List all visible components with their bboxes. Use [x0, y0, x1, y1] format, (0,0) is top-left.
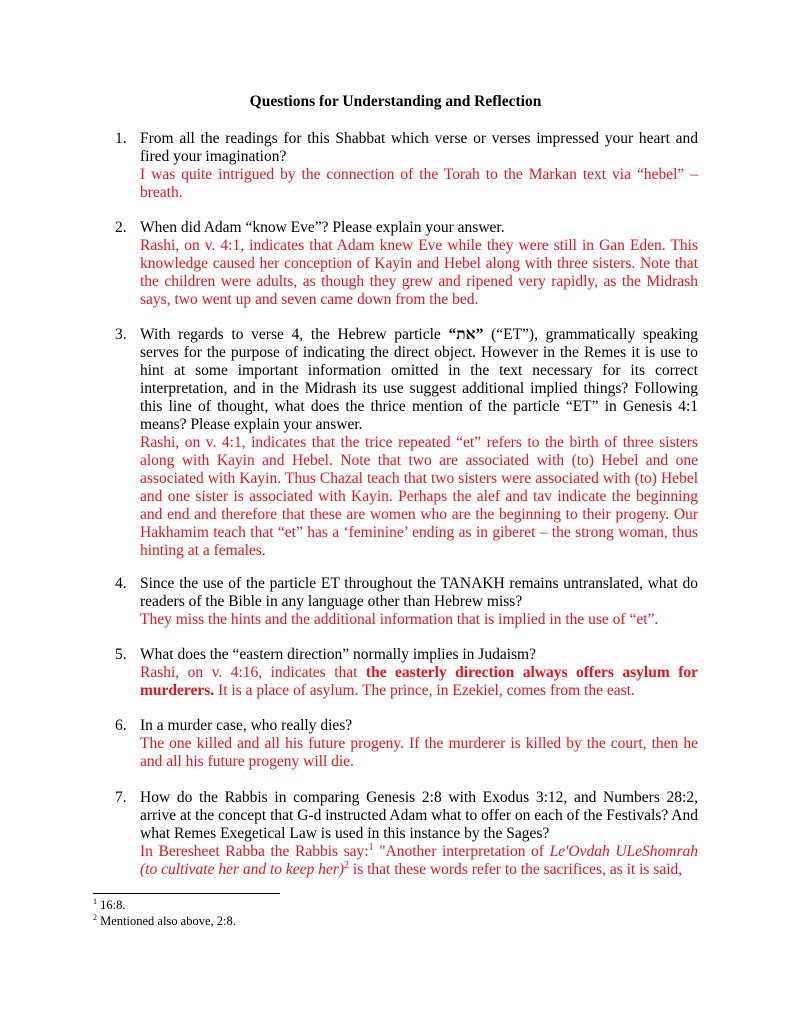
answer-text: I was quite intrigued by the connection of the Torah to the Markan text via “hebel” – breath. [140, 166, 698, 201]
page-title: Questions for Understanding and Reflection [249, 93, 542, 110]
footnote-separator [93, 893, 280, 894]
question-text-part: With regards to verse 4, the Hebrew particle [140, 326, 449, 343]
answer-emphasis: the easterly direction always offers asylum for murderers. [140, 664, 698, 699]
question-text-part: (“ET”), grammatically speaking serves for the purpose of indicating the direct object. However in the Remes it is use to hint at some important information omitted in the text necessary for its correct interpretation, and in the Midrash its use suggest additional implied things? Following this line of thought, what does the thrice mention of the particle “ET” in Genesis 4:1 means? Please explain your answer. [140, 326, 698, 433]
question-item-5 [115, 646, 698, 700]
answer-text-part: In Beresheet Rabba the Rabbis say: [140, 843, 369, 860]
footnote-1 [93, 898, 125, 913]
answer-text: Rashi, on v. 4:1, indicates that the trice repeated “et” refers to the birth of three sisters along with Kayin and Hebel. Note that two are associated with (to) Hebel and one associated with Kayin. Thus Chazal teach that two sisters were associated with (to) Hebel and one sister is associated with Kayin. Perhaps the alef and tav indicate the beginning and end and therefore that these are women who are the beginning to their progeny. Our Hakhamim teach that “et” has a ‘feminine’ ending as in giberet – the strong woman, thus hinting at a females. [140, 434, 698, 559]
question-text: When did Adam “know Eve”? Please explain your answer. [140, 219, 505, 236]
hebrew-particle: “את” [448, 326, 484, 343]
answer-italic: Le'Ovdah ULeShomrah (to cultivate her and to keep her) [140, 843, 699, 878]
question-text: How do the Rabbis in comparing Genesis 2:8 with Exodus 3:12, and Numbers 28:2, arrive at the concept that G-d instructed Adam what to offer on each of the Festivals? And what Remes Exegetical Law is used in this instance by the Sages? [140, 789, 698, 842]
answer-text-part: It is a place of asylum. The prince, in Ezekiel, comes from the east. [214, 682, 635, 699]
question-item-7 [115, 789, 698, 879]
question-number: 2. [115, 219, 127, 236]
question-text: What does the “eastern direction” normally implies in Judaism? [140, 646, 536, 663]
footnote-text: Mentioned also above, 2:8. [97, 914, 236, 928]
question-number: 7. [115, 789, 127, 806]
question-item-6 [115, 717, 698, 771]
question-text: In a murder case, who really dies? [140, 717, 353, 734]
footnote-marker: 2 [93, 912, 97, 922]
answer-text [140, 843, 698, 879]
question-number: 5. [115, 646, 127, 663]
answer-text-part: is that these words refer to the sacrifices, as it is said, [349, 861, 683, 878]
question-item-2 [115, 219, 698, 309]
answer-text [140, 664, 698, 700]
question-item-3 [115, 326, 698, 560]
answer-text: They miss the hints and the additional information that is implied in the use of “et”. [140, 611, 659, 628]
question-text [140, 326, 698, 434]
footnote-ref[interactable]: 2 [344, 859, 350, 871]
footnote-ref[interactable]: 1 [368, 841, 374, 853]
answer-text-part: "Another interpretation of [373, 843, 550, 860]
question-item-4 [115, 575, 698, 629]
question-number: 1. [115, 130, 127, 147]
question-number: 6. [115, 717, 127, 734]
footnote-text: 16:8. [97, 898, 126, 912]
footnote-2 [93, 914, 236, 929]
footnote-marker: 1 [93, 896, 97, 906]
question-text: Since the use of the particle ET throughout the TANAKH remains untranslated, what do readers of the Bible in any language other than Hebrew miss? [140, 575, 698, 610]
answer-text: The one killed and all his future progeny. If the murderer is killed by the court, then he and all his future progeny will die. [140, 735, 698, 770]
question-number: 4. [115, 575, 127, 592]
answer-text: Rashi, on v. 4:1, indicates that Adam knew Eve while they were still in Gan Eden. This knowledge caused her conception of Kayin and Hebel along with three sisters. Note that the children were adults, as though they grew and ripened very rapidly, as the Midrash says, two went up and seven came down from the bed. [140, 237, 698, 308]
question-item-1 [115, 130, 698, 202]
question-text: From all the readings for this Shabbat which verse or verses impressed your heart and fired your imagination? [140, 130, 698, 165]
answer-text-part: Rashi, on v. 4:16, indicates that [140, 664, 366, 681]
question-number: 3. [115, 326, 127, 343]
